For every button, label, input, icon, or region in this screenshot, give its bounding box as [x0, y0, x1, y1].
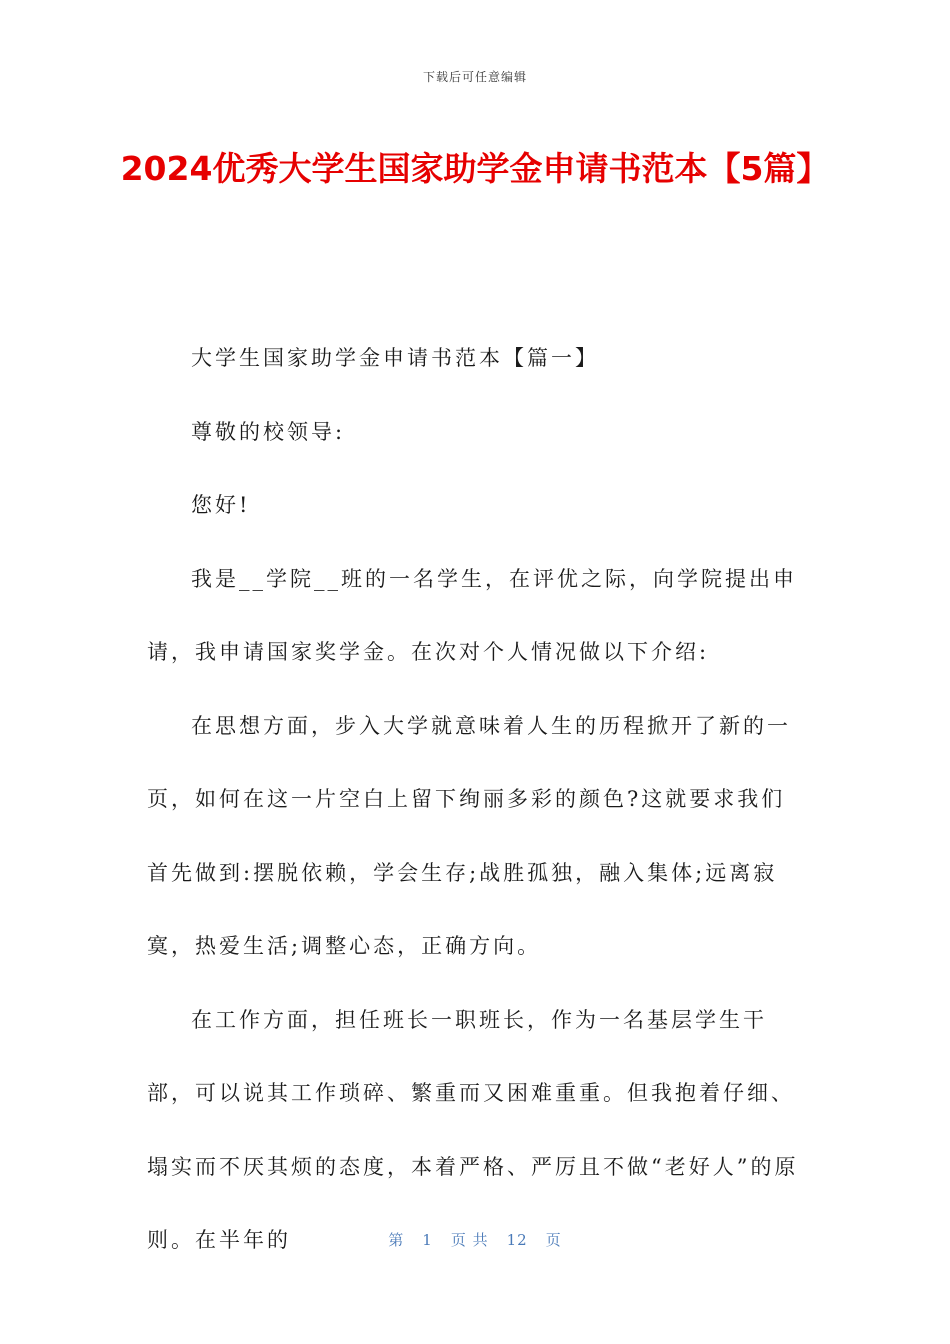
- page-label: 第: [388, 1231, 405, 1249]
- document-title: 2024优秀大学生国家助学金申请书范本【5篇】: [120, 149, 830, 188]
- paragraph-introduction: 我是__学院__班的一名学生，在评优之际，向学院提出申请，我申请国家奖学金。在次对个人情况做以下介绍:: [147, 566, 797, 664]
- paragraph-ideology: 在思想方面，步入大学就意味着人生的历程掀开了新的一页，如何在这一片空白上留下绚丽多彩的颜色?这就要求我们首先做到:摆脱依赖，学会生存;战胜孤独，融入集体;远离寂寞，热爱生活;调整心态，正确方向。: [147, 713, 791, 958]
- download-note: 下载后可任意编辑: [422, 70, 527, 84]
- page-footer: [0, 1229, 950, 1250]
- page-number: 1: [422, 1231, 433, 1249]
- page-suffix: 页: [545, 1231, 562, 1249]
- page-of-label: 页 共: [450, 1231, 489, 1249]
- total-pages: 12: [506, 1231, 528, 1249]
- paragraph-greeting: 您好!: [191, 493, 251, 517]
- paragraph-salutation: 尊敬的校领导:: [191, 419, 346, 444]
- document-body: [147, 322, 807, 1278]
- paragraph-section-heading: 大学生国家助学金申请书范本【篇一】: [191, 346, 599, 370]
- paragraph-work: 在工作方面，担任班长一职班长，作为一名基层学生干部，可以说其工作琐碎、繁重而又困难重重。但我抱着仔细、塌实而不厌其烦的态度，本着严格、严厉且不做“老好人”的原则。在半年的: [147, 1007, 799, 1252]
